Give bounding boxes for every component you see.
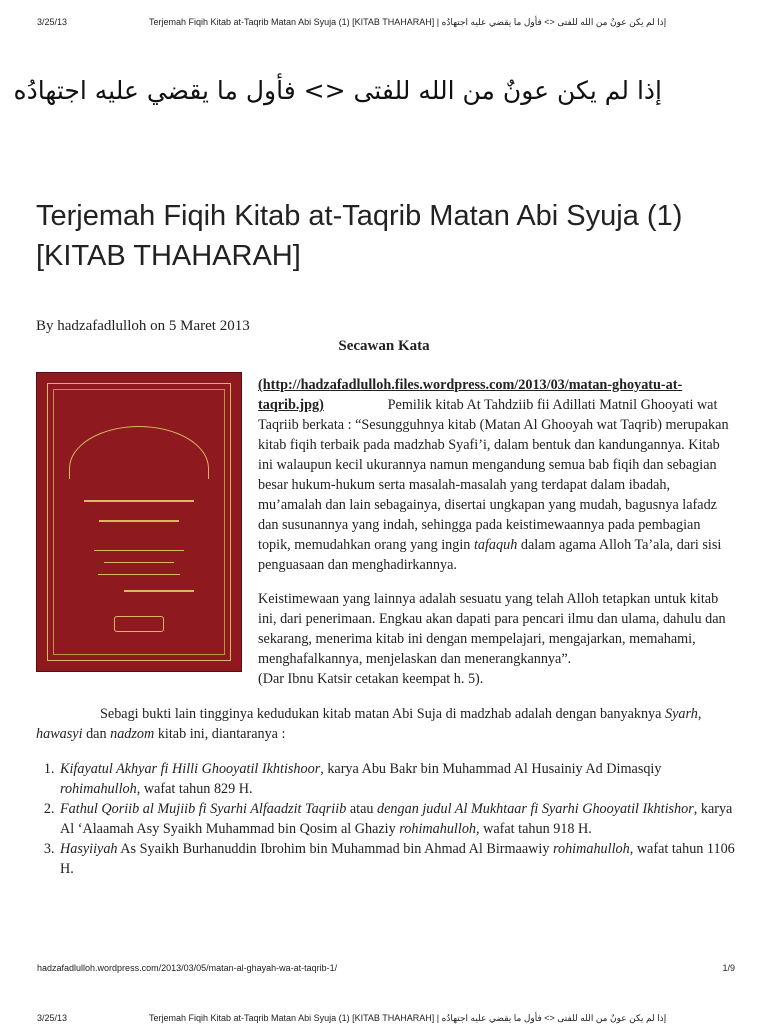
paragraph-3-italic-nadzom: nadzom <box>110 726 155 742</box>
list-item-italic: rohimahulloh <box>60 781 137 797</box>
paragraph-1-end: dalam agama Alloh Ta’ala, dari sisi penguasaan dan menghadirkannya. <box>258 537 722 573</box>
paragraph-3-text-b: dan <box>86 726 107 742</box>
post-content <box>36 375 736 879</box>
site-title[interactable]: إذا لم يكن عونٌ من الله للفتى <> فأول ما يقضي عليه اجتهادُه <box>13 76 662 105</box>
list-item-text: , karya Abu Bakr bin Muhammad Al Husainiy Ad Dimasqiy <box>320 761 662 777</box>
list-item-italic: rohimahulloh <box>552 841 630 857</box>
section-heading: Secawan Kata <box>338 338 430 354</box>
paragraph-3 <box>36 704 736 744</box>
paragraph-3-text-a: Sebagi bukti lain tingginya kedudukan kitab matan Abi Suja di madzhab adalah dengan banyaknya <box>100 706 662 722</box>
paragraph-3-comma: , <box>697 706 702 722</box>
print-date: 3/25/13 <box>37 17 68 27</box>
list-item-title: Fathul Qoriib al Mujiib fi Syarhi Alfaadzit Taqriib <box>60 801 347 817</box>
list-item <box>58 839 736 879</box>
list-item <box>58 799 736 839</box>
list-item-text: , wafat tahun 1106 H. <box>60 841 735 877</box>
list-item <box>58 759 736 799</box>
paragraph-3-italic-syarh: Syarh <box>665 706 698 722</box>
list-item-title-alt: dengan judul Al Mukhtaar fi Syarhi Ghooyatil Ikhtishor <box>377 801 694 817</box>
post-title[interactable]: Terjemah Fiqih Kitab at-Taqrib Matan Abi Syuja (1) [KITAB THAHARAH] <box>36 200 683 272</box>
print-footer-url: hadzafadlulloh.wordpress.com/2013/03/05/matan-al-ghayah-wa-at-taqrib-1/ <box>37 963 338 973</box>
list-item-text: As Syaikh Burhanuddin Ibrohim bin Muhammad bin Ahmad Al Birmaawiy <box>120 841 550 857</box>
image-link[interactable]: (http://hadzafadlulloh.files.wordpress.com/2013/03/matan-ghoyatu-at-taqrib.jpg) <box>258 377 683 413</box>
byline: By hadzafadlulloh on 5 Maret 2013 <box>36 318 250 334</box>
print-header-next-page <box>37 1013 730 1027</box>
print-date: 3/25/13 <box>37 1013 68 1023</box>
reference-list <box>36 759 736 879</box>
print-title: Terjemah Fiqih Kitab at-Taqrib Matan Abi Syuja (1) [KITAB THAHARAH] | إذا لم يكن عونٌ من الله للفتى <> فأول ما يقضي عليه اجتهادُه <box>149 1013 667 1023</box>
list-item-mid: atau <box>349 801 374 817</box>
paragraph-1-italic: tafaquh <box>473 537 518 553</box>
list-item-italic: rohimahulloh <box>399 821 477 837</box>
list-item-text: , wafat tahun 918 H. <box>476 821 592 837</box>
paragraph-1-text: Pemilik kitab At Tahdziib fii Adillati Matnil Ghooyati wat Taqriib berkata : “Sesungguhnya kitab (Matan Al Ghooyah wat Taqrib) merupakan kitab fiqih terbaik pada madzhab Syafi’i, dalam bentuk dan kandungannya. Kitab ini walaupun kecil ukurannya namun mengandung semua bab fiqih dan sebagian besar hukum-hukum serta masalah-masalah yang terdapat dalam ibadah, mu’amalah dan lain sebagainya, disertai ungkapan yang mudah, bagusnya lafadz dan susunannya yang indah, sehingga pada keistimewaannya pada pembagian topik, memudahkan orang yang ingin <box>258 397 729 553</box>
list-item-title: Kifayatul Akhyar fi Hilli Ghooyatil Ikhtishoor <box>60 761 321 777</box>
print-page-number: 1/9 <box>722 963 735 973</box>
paragraph-3-text-c: kitab ini, diantaranya : <box>157 726 286 742</box>
print-title: Terjemah Fiqih Kitab at-Taqrib Matan Abi Syuja (1) [KITAB THAHARAH] | إذا لم يكن عونٌ من الله للفتى <> فأول ما يقضي عليه اجتهادُه <box>149 17 667 27</box>
list-item-title: Hasyiiyah <box>60 841 118 857</box>
paragraph-2-text: Keistimewaan yang lainnya adalah sesuatu yang telah Alloh tetapkan untuk kitab ini, dari penerimaan. Engkau akan dapati para pencari ilmu dan ulama, dahulu dan sekarang, menerima kitab ini dengan mempelajari, mengajarkan, memahami, menghafalkannya, menjelaskan dan menerangkannya”. <box>258 591 726 667</box>
list-item-text: , karya Al ‘Alaamah Asy Syaikh Muhammad bin Qosim al Ghaziy <box>60 801 733 837</box>
paragraph-3-italic-hawasyi: hawasyi <box>36 726 83 742</box>
print-header <box>37 17 730 31</box>
list-item-text: , wafat tahun 829 H. <box>136 781 253 797</box>
paragraph-2-note: (Dar Ibnu Katsir cetakan keempat h. 5). <box>258 671 484 687</box>
image-float-space <box>36 375 258 683</box>
